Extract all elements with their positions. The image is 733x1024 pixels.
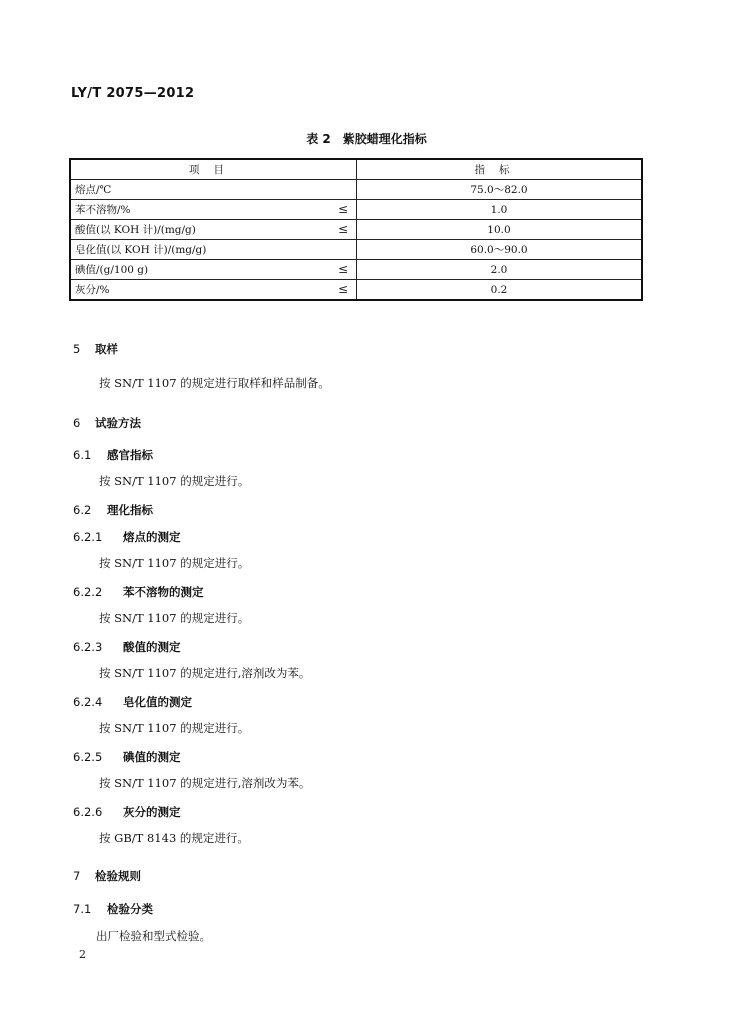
section-heading-7-1 bbox=[73, 901, 153, 917]
row-item bbox=[70, 260, 357, 280]
section-text-6-2-6: 按 GB/T 8143 的规定进行。 bbox=[99, 831, 249, 845]
section-heading-6-2-4 bbox=[73, 694, 192, 710]
section-text-6-2-5: 按 SN/T 1107 的规定进行,溶剂改为苯。 bbox=[99, 776, 311, 790]
le-symbol: ≤ bbox=[337, 262, 348, 276]
le-symbol: ≤ bbox=[337, 202, 348, 216]
row-value: 10.0 bbox=[357, 220, 643, 240]
section-heading-6-2-1 bbox=[73, 529, 181, 545]
header-item: 项目 bbox=[70, 159, 357, 180]
section-title: 感官指标 bbox=[107, 448, 153, 462]
section-title: 取样 bbox=[95, 342, 118, 356]
row-item-label: 皂化值(以 KOH 计)/(mg/g) bbox=[75, 244, 207, 256]
section-title: 熔点的测定 bbox=[123, 530, 181, 544]
section-number: 5 bbox=[73, 342, 81, 356]
section-heading-6-2 bbox=[73, 502, 153, 518]
section-number: 6.2.6 bbox=[73, 805, 103, 819]
row-item bbox=[70, 200, 357, 220]
section-title: 碘值的测定 bbox=[123, 750, 181, 764]
row-item bbox=[70, 280, 357, 301]
le-symbol: ≤ bbox=[337, 222, 348, 236]
table-header-row bbox=[70, 159, 642, 180]
section-text-6-2-3: 按 SN/T 1107 的规定进行,溶剂改为苯。 bbox=[99, 666, 311, 680]
section-title: 检验分类 bbox=[107, 902, 153, 916]
page-number: 2 bbox=[79, 948, 86, 961]
section-text-5: 按 SN/T 1107 的规定进行取样和样品制备。 bbox=[99, 376, 330, 390]
section-heading-7 bbox=[73, 868, 141, 884]
section-heading-6-2-5 bbox=[73, 749, 181, 765]
row-value: 75.0～82.0 bbox=[357, 180, 643, 200]
section-heading-6-2-6 bbox=[73, 804, 181, 820]
section-number: 6.2.4 bbox=[73, 695, 103, 709]
section-title: 皂化值的测定 bbox=[123, 695, 192, 709]
section-text-6-2-2: 按 SN/T 1107 的规定进行。 bbox=[99, 611, 250, 625]
row-item bbox=[70, 220, 357, 240]
section-number: 6.2.1 bbox=[73, 530, 103, 544]
table-row bbox=[70, 240, 642, 260]
row-item-label: 酸值(以 KOH 计)/(mg/g) bbox=[75, 224, 196, 236]
spec-table bbox=[69, 158, 643, 301]
section-heading-6-2-2 bbox=[73, 584, 204, 600]
table-row bbox=[70, 260, 642, 280]
section-number: 7 bbox=[73, 869, 81, 883]
section-number: 6.2.2 bbox=[73, 585, 103, 599]
section-title: 检验规则 bbox=[95, 869, 141, 883]
section-number: 6.2 bbox=[73, 503, 92, 517]
section-number: 6.2.5 bbox=[73, 750, 103, 764]
section-title: 灰分的测定 bbox=[123, 805, 181, 819]
section-heading-6 bbox=[73, 415, 141, 431]
table-row bbox=[70, 280, 642, 301]
row-value: 60.0～90.0 bbox=[357, 240, 643, 260]
table-row bbox=[70, 180, 642, 200]
table-row bbox=[70, 220, 642, 240]
row-value: 1.0 bbox=[357, 200, 643, 220]
le-symbol: ≤ bbox=[337, 282, 348, 296]
row-value: 2.0 bbox=[357, 260, 643, 280]
section-title: 苯不溶物的测定 bbox=[123, 585, 204, 599]
section-number: 6.1 bbox=[73, 448, 92, 462]
section-heading-6-1 bbox=[73, 447, 153, 463]
row-item bbox=[70, 180, 357, 200]
section-number: 7.1 bbox=[73, 902, 92, 916]
section-heading-6-2-3 bbox=[73, 639, 181, 655]
row-item-label: 灰分/% bbox=[75, 284, 110, 296]
section-heading-5 bbox=[73, 341, 118, 357]
row-item bbox=[70, 240, 357, 260]
section-title: 酸值的测定 bbox=[123, 640, 181, 654]
row-value: 0.2 bbox=[357, 280, 643, 301]
row-item-label: 熔点/℃ bbox=[75, 184, 112, 196]
header-value: 指标 bbox=[357, 159, 643, 180]
row-item-label: 苯不溶物/% bbox=[75, 204, 131, 216]
table-row bbox=[70, 200, 642, 220]
section-title: 试验方法 bbox=[95, 416, 141, 430]
section-text-6-2-1: 按 SN/T 1107 的规定进行。 bbox=[99, 556, 250, 570]
table-title: 表 2 紫胶蜡理化指标 bbox=[306, 132, 427, 146]
row-item-label: 碘值/(g/100 g) bbox=[75, 264, 149, 276]
section-number: 6.2.3 bbox=[73, 640, 103, 654]
section-text-7-1: 出厂检验和型式检验。 bbox=[96, 929, 211, 943]
section-text-6-1: 按 SN/T 1107 的规定进行。 bbox=[99, 474, 250, 488]
section-number: 6 bbox=[73, 416, 81, 430]
standard-code: LY/T 2075—2012 bbox=[71, 86, 195, 101]
section-text-6-2-4: 按 SN/T 1107 的规定进行。 bbox=[99, 721, 250, 735]
section-title: 理化指标 bbox=[107, 503, 153, 517]
